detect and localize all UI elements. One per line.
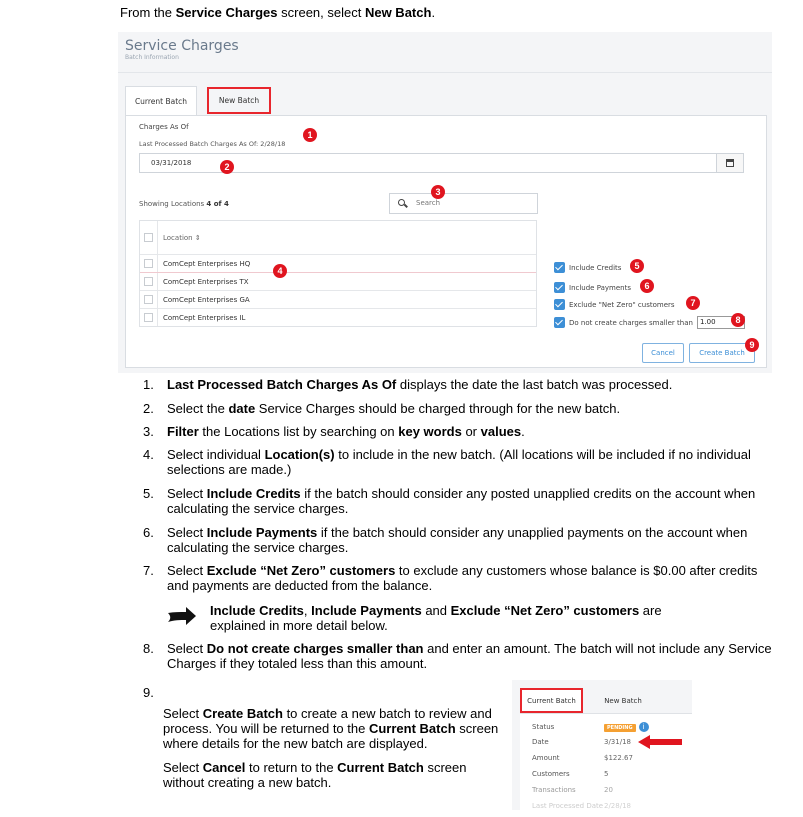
text-run: Select individual (167, 447, 265, 462)
intro-pre: From the (120, 5, 176, 20)
option-label: Do not create charges smaller than (569, 318, 693, 327)
bold-text: Exclude “Net Zero” customers (206, 563, 396, 578)
date-row: Date 3/31/18 (532, 738, 631, 746)
transactions-row: Transactions 20 (532, 786, 613, 794)
charges-as-of-label: Charges As Of (139, 123, 189, 131)
row-checkbox[interactable] (140, 309, 158, 326)
calendar-button[interactable] (716, 154, 743, 172)
text-run: to return to the (245, 760, 338, 775)
text-run: Select (167, 563, 207, 578)
new-batch-form (125, 115, 767, 368)
header-divider (118, 72, 772, 73)
table-row[interactable] (140, 254, 536, 272)
text-run: to include in the new batch. (All locations will be included if no individual selections are made.) (167, 447, 751, 477)
date-value: 03/31/2018 (151, 159, 192, 167)
option-label: Include Payments (569, 283, 631, 292)
row-checkbox[interactable] (140, 291, 158, 308)
showing-prefix: Showing Locations (139, 200, 207, 208)
bold-text: Exclude “Net Zero” customers (450, 603, 640, 618)
bold-text: values (480, 424, 522, 439)
min-charge-option[interactable] (554, 316, 745, 329)
customers-row: Customers 5 (532, 770, 609, 778)
bold-text: key words (398, 424, 462, 439)
red-arrow-icon (638, 735, 682, 749)
intro-text (120, 5, 435, 20)
bold-text: Current Batch (368, 721, 456, 736)
cancel-button[interactable]: Cancel (642, 343, 684, 363)
info-icon[interactable]: i (639, 722, 649, 732)
text-run: Select the (167, 401, 229, 416)
table-row[interactable] (140, 290, 536, 308)
text-run: screen where details for the new batch are displayed. (163, 721, 499, 751)
text-run: to create a new batch to review and process. You will be returned to the (163, 706, 492, 736)
table-header (140, 221, 536, 254)
row-checkbox[interactable] (140, 273, 158, 290)
bold-text: Current Batch (337, 760, 424, 775)
checkbox-checked-icon[interactable] (554, 299, 565, 310)
select-all-checkbox[interactable] (140, 221, 158, 254)
text-run: Select (163, 706, 203, 721)
intro-action: New Batch (364, 5, 432, 20)
text-run: and enter an amount. The batch will not include any Service Charges if they totaled less than this amount. (167, 641, 772, 671)
text-run: Select (167, 486, 207, 501)
calendar-icon (726, 159, 734, 167)
service-charges-screenshot (118, 32, 772, 373)
tab-current-batch[interactable]: Current Batch (125, 86, 197, 116)
option-label: Include Credits (569, 263, 622, 272)
callout-badge-9: 9 (745, 338, 759, 352)
arrow-right-icon (166, 606, 198, 626)
bold-text: Cancel (202, 760, 246, 775)
showing-locations (139, 200, 229, 208)
bold-text: Do not create charges smaller than (206, 641, 424, 656)
text-run: and (421, 603, 451, 618)
callout-badge-4: 4 (273, 264, 287, 278)
text-run: Service Charges should be charged through for the new batch. (255, 401, 621, 416)
locations-table (139, 220, 537, 327)
last-processed-row: Last Processed Date2/28/18 (532, 802, 631, 810)
include-payments-option[interactable] (554, 282, 631, 293)
current-batch-screenshot (512, 680, 692, 810)
text-run: Select (167, 641, 207, 656)
search-box[interactable] (389, 193, 538, 214)
checkbox-checked-icon[interactable] (554, 282, 565, 293)
text-run: screen without creating a new batch. (163, 760, 467, 790)
text-run: Select (163, 760, 203, 775)
text-run: if the batch should consider any posted unapplied credits on the account when calculating the service charges. (167, 486, 756, 516)
callout-badge-7: 7 (686, 296, 700, 310)
tab-new-batch[interactable]: New Batch (604, 696, 642, 705)
text-run: or (461, 424, 481, 439)
tab-new-batch[interactable]: New Batch (207, 87, 271, 114)
location-name: ComCept Enterprises HQ (163, 259, 251, 268)
bold-text: Include Credits (206, 486, 301, 501)
intro-screen: Service Charges (175, 5, 278, 20)
tab-current-batch[interactable]: Current Batch (520, 688, 583, 713)
row-checkbox[interactable] (140, 255, 158, 272)
callout-badge-8: 8 (731, 313, 745, 327)
location-name: ComCept Enterprises IL (163, 313, 246, 322)
text-run: if the batch should consider any unapplied payments on the account when calculating the service charges. (167, 525, 748, 555)
text-run: . (521, 424, 525, 439)
bold-text: Include Payments (206, 525, 318, 540)
bold-text: Location(s) (264, 447, 335, 462)
checkbox-checked-icon[interactable] (554, 262, 565, 273)
last-processed-text: Last Processed Batch Charges As Of: 2/28/18 (139, 140, 286, 148)
exclude-net-zero-option[interactable] (554, 299, 675, 310)
checkbox-checked-icon[interactable] (554, 317, 565, 328)
bold-text: Create Batch (202, 706, 283, 721)
bold-text: date (228, 401, 256, 416)
batch-details (520, 713, 692, 810)
text-run: the Locations list by searching on (198, 424, 399, 439)
text-run: displays the date the last batch was processed. (396, 377, 673, 392)
table-row[interactable] (140, 308, 536, 326)
intro-mid: screen, select (277, 5, 365, 20)
search-icon (398, 199, 405, 206)
table-row[interactable] (140, 272, 536, 290)
location-name: ComCept Enterprises GA (163, 295, 250, 304)
amount-row: Amount $122.67 (532, 754, 633, 762)
location-column-header[interactable]: Location ⇕ (163, 233, 201, 242)
text-run: Select (167, 525, 207, 540)
bold-text: Include Credits (210, 603, 304, 618)
text-run: are explained in more detail below. (210, 603, 662, 633)
text-run: , (303, 603, 312, 618)
bold-text: Last Processed Batch Charges As Of (167, 377, 397, 392)
min-charge-input[interactable]: 1.00 (697, 316, 745, 329)
callout-badge-3: 3 (431, 185, 445, 199)
status-badge: PENDING (604, 724, 636, 732)
showing-count: 4 of 4 (206, 200, 229, 208)
include-credits-option[interactable] (554, 262, 621, 273)
create-batch-button[interactable]: Create Batch (689, 343, 755, 363)
page-title: Service Charges (125, 38, 239, 54)
step-9-create-text (163, 706, 503, 751)
intro-post: . (431, 5, 436, 20)
bold-text: Filter (167, 424, 199, 439)
callout-badge-2: 2 (220, 160, 234, 174)
bold-text: Include Payments (311, 603, 422, 618)
page-subtitle: Batch Information (125, 54, 179, 61)
callout-badge-6: 6 (640, 279, 654, 293)
text-run: to exclude any customers whose balance is $0.00 after credits and payments are deducted from the balance. (167, 563, 758, 593)
location-name: ComCept Enterprises TX (163, 277, 249, 286)
status-row: Status PENDING i (532, 722, 649, 732)
note-text (210, 603, 710, 633)
callout-badge-5: 5 (630, 259, 644, 273)
step-9-cancel-text (163, 760, 483, 790)
callout-badge-1: 1 (303, 128, 317, 142)
search-input[interactable] (416, 199, 526, 207)
option-label: Exclude "Net Zero" customers (569, 300, 675, 309)
